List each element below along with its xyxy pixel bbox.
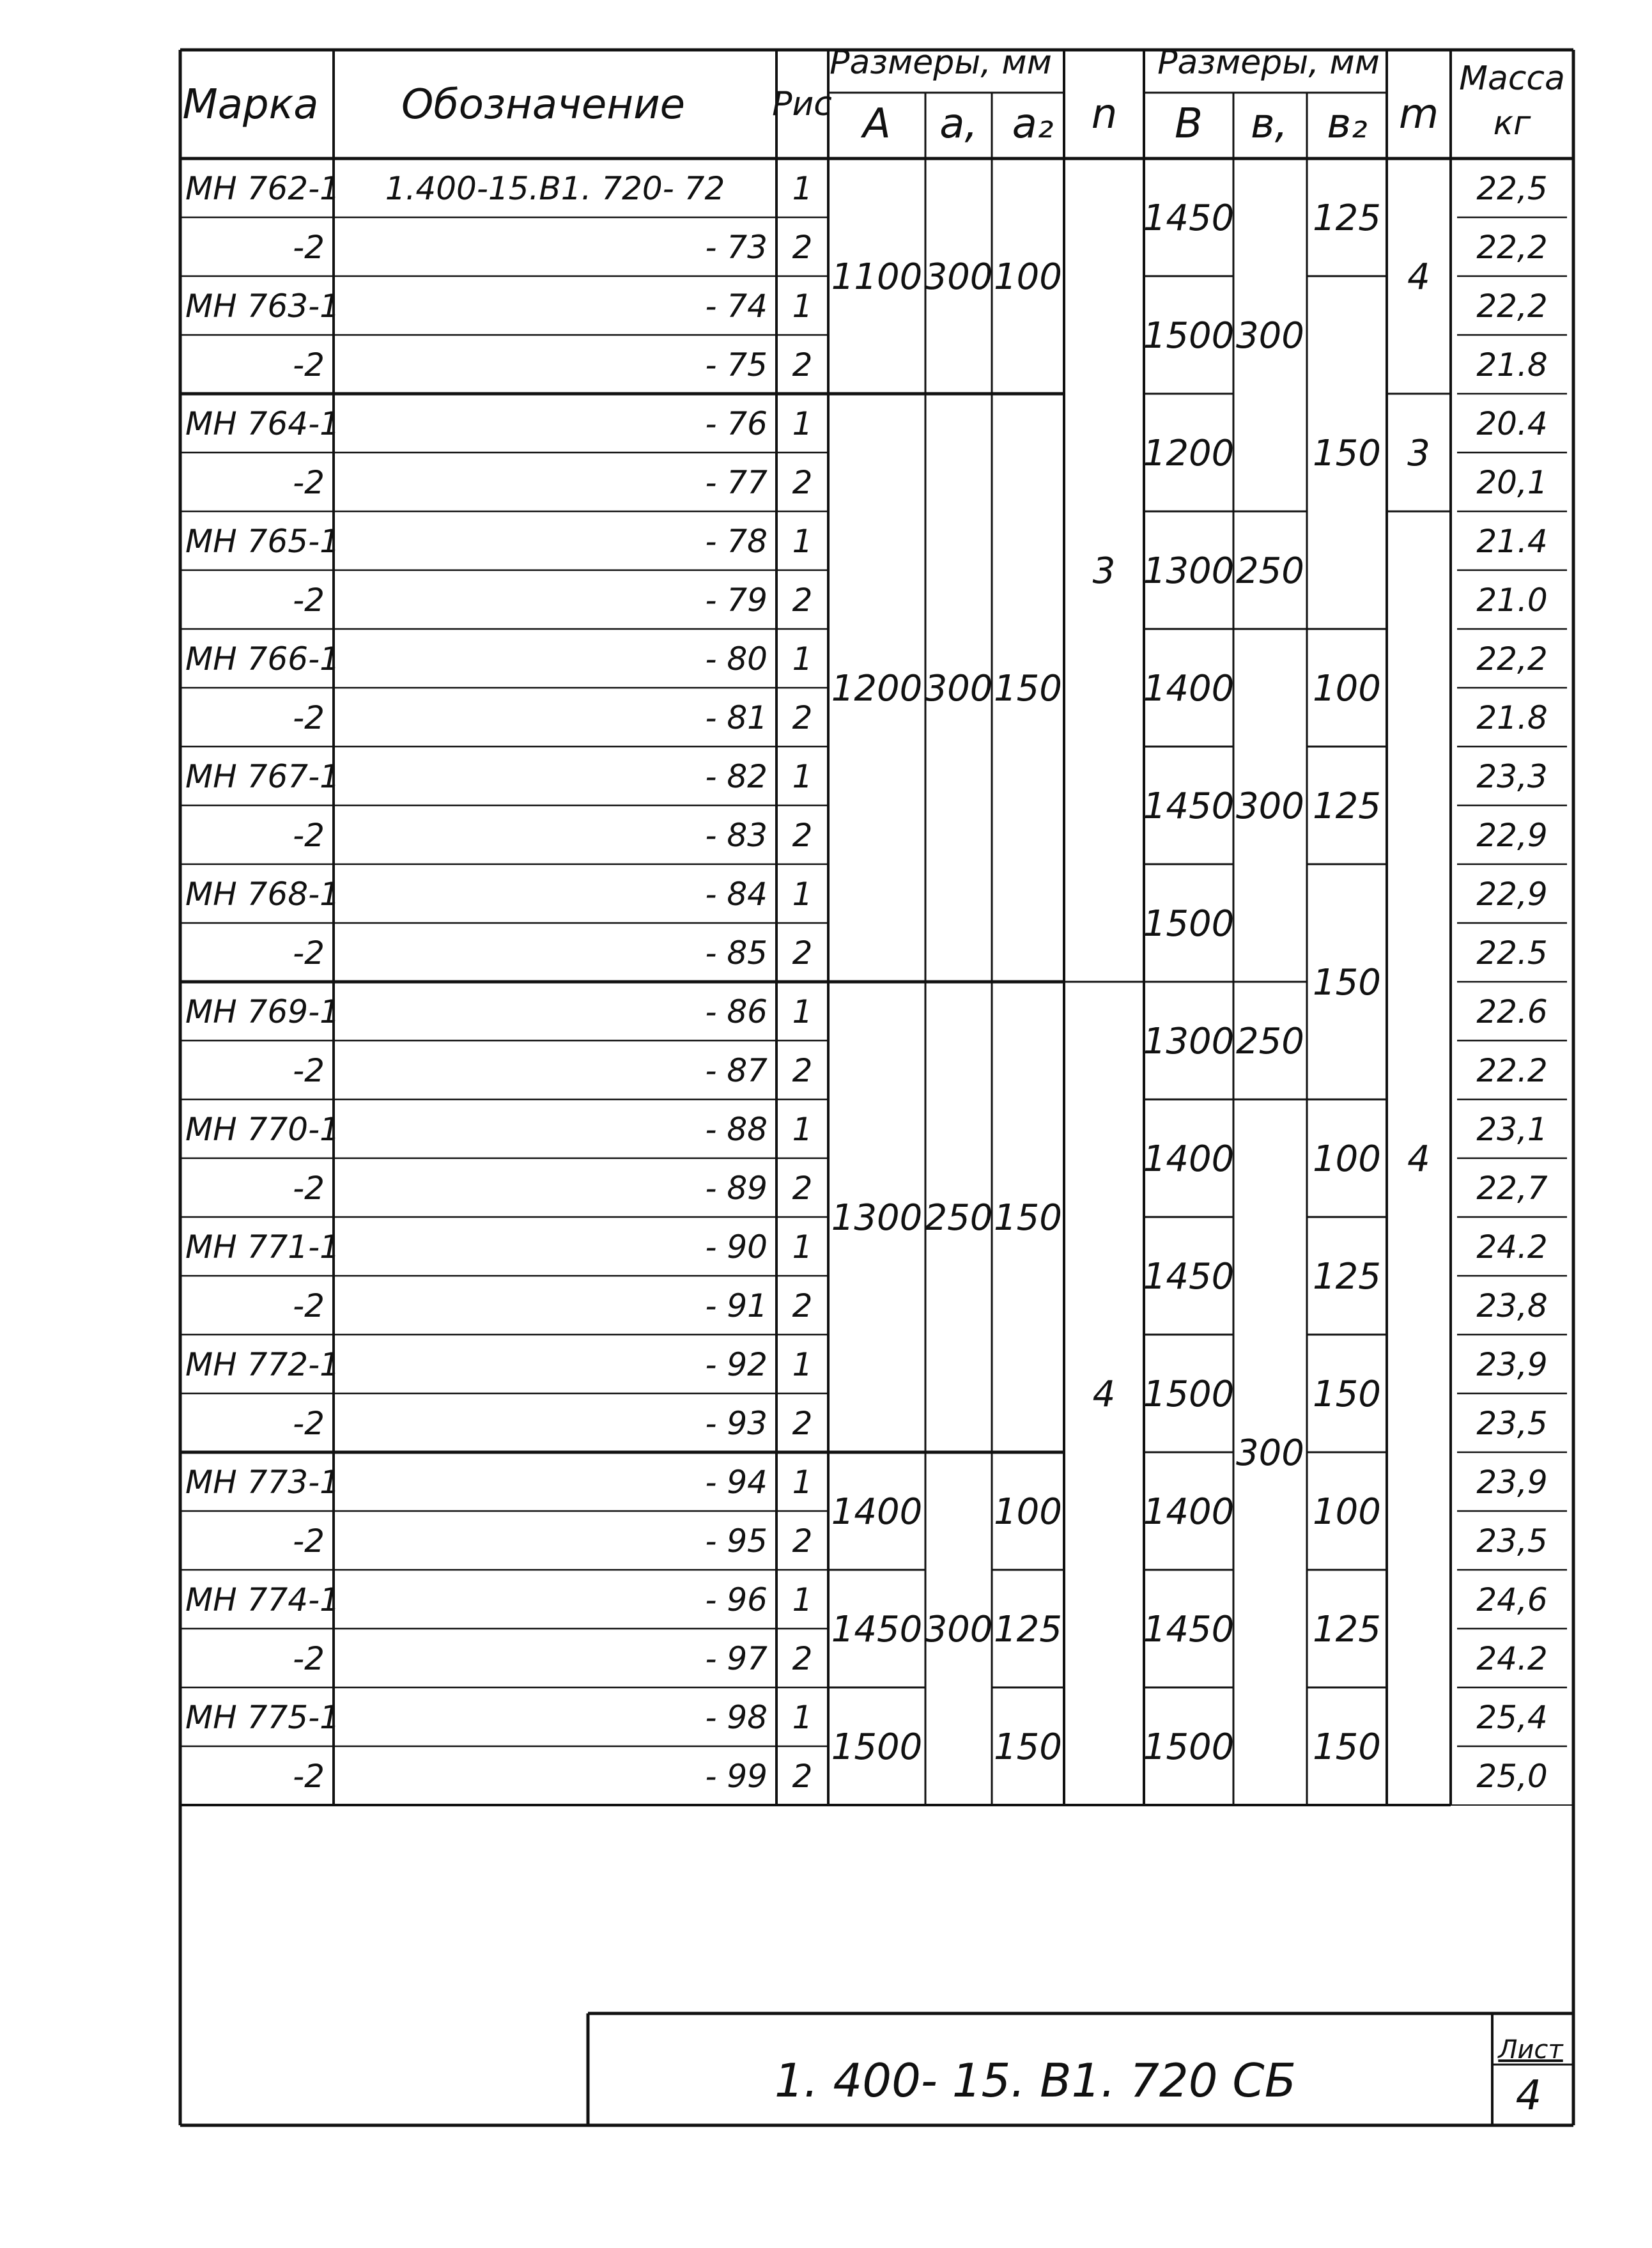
ris-cell: 2 — [792, 229, 813, 266]
table-row — [185, 876, 1548, 913]
marka-cell: -2 — [293, 346, 325, 384]
header-a1: а, — [939, 100, 978, 148]
oboznachenie-cell: - 96 — [705, 1581, 768, 1618]
oboznachenie-cell: - 92 — [705, 1346, 768, 1383]
marka-cell: МН 765-1 — [185, 523, 340, 560]
marka-cell: МН 769-1 — [185, 993, 340, 1030]
merged-m-cell: 3 — [1407, 433, 1430, 474]
merged-b1-cell: 250 — [1236, 1021, 1304, 1062]
merged-a1-cell: 300 — [924, 668, 993, 709]
oboznachenie-cell: - 80 — [705, 640, 768, 678]
massa-cell: 21.8 — [1476, 346, 1548, 384]
massa-cell: 24,6 — [1476, 1581, 1548, 1618]
oboznachenie-cell: - 74 — [705, 288, 768, 325]
merged-n-cell: 3 — [1092, 550, 1116, 592]
table-row — [293, 1052, 1548, 1089]
oboznachenie-cell: - 97 — [705, 1640, 768, 1677]
ris-cell: 2 — [792, 699, 813, 736]
marka-cell: -2 — [293, 1523, 325, 1560]
ris-cell: 1 — [792, 640, 813, 678]
merged-b2-cell: 125 — [1313, 786, 1381, 827]
sheet-number: 4 — [1515, 2072, 1542, 2120]
ris-cell: 1 — [792, 523, 813, 560]
oboznachenie-cell: - 98 — [705, 1699, 768, 1736]
merged-B-cell: 1450 — [1143, 198, 1235, 239]
marka-cell: -2 — [293, 1758, 325, 1795]
merged-B-cell: 1450 — [1143, 1609, 1235, 1650]
oboznachenie-cell: - 75 — [705, 346, 768, 384]
merged-B-cell: 1400 — [1143, 668, 1235, 709]
massa-cell: 23,9 — [1476, 1464, 1548, 1501]
merged-A-cell: 1100 — [831, 256, 923, 298]
ris-cell: 1 — [792, 1699, 813, 1736]
massa-cell: 23,5 — [1476, 1405, 1548, 1442]
merged-A-cell: 1200 — [831, 668, 923, 709]
oboznachenie-cell: - 84 — [705, 876, 768, 913]
ris-cell: 2 — [792, 1170, 813, 1207]
merged-b2-cell: 150 — [1313, 433, 1381, 474]
merged-B-cell: 1500 — [1143, 1374, 1235, 1415]
oboznachenie-cell: - 90 — [705, 1229, 768, 1266]
header-sizes-1: Размеры, мм — [830, 43, 1052, 82]
merged-a1-cell: 300 — [924, 256, 993, 298]
merged-B-cell: 1200 — [1143, 433, 1235, 474]
massa-cell: 22,2 — [1476, 229, 1548, 266]
massa-cell: 23,1 — [1476, 1111, 1548, 1148]
sheet-label: Лист — [1498, 2035, 1563, 2065]
ris-cell: 2 — [792, 1758, 813, 1795]
header-massa-unit: кг — [1493, 104, 1531, 143]
header-oboznachenie: Обозначение — [401, 81, 686, 128]
massa-cell: 22,7 — [1476, 1170, 1548, 1207]
marka-cell: МН 763-1 — [185, 288, 340, 325]
massa-cell: 20,1 — [1476, 464, 1548, 501]
oboznachenie-cell: - 93 — [705, 1405, 768, 1442]
massa-cell: 23,5 — [1476, 1523, 1548, 1560]
ris-cell: 2 — [792, 1640, 813, 1677]
header-sizes-2: Размеры, мм — [1157, 43, 1380, 82]
massa-cell: 22,2 — [1476, 640, 1548, 678]
massa-cell: 21.8 — [1476, 699, 1548, 736]
ris-cell: 1 — [792, 1111, 813, 1148]
marka-cell: -2 — [293, 817, 325, 854]
massa-cell: 24.2 — [1476, 1640, 1548, 1677]
table-row — [185, 523, 1548, 560]
merged-b1-cell: 250 — [1236, 550, 1304, 592]
oboznachenie-cell: - 83 — [705, 817, 768, 854]
ris-cell: 2 — [792, 346, 813, 384]
header-B: В — [1175, 100, 1203, 148]
header-b2: в₂ — [1327, 100, 1368, 148]
merged-a1-cell: 250 — [924, 1197, 993, 1239]
merged-n-cell: 4 — [1092, 1374, 1116, 1415]
oboznachenie-cell: - 87 — [705, 1052, 768, 1089]
header-marka: Марка — [182, 81, 319, 128]
massa-cell: 22,9 — [1476, 817, 1548, 854]
merged-B-cell: 1300 — [1143, 550, 1235, 592]
table-header — [183, 43, 1565, 148]
massa-cell: 22.2 — [1476, 1052, 1548, 1089]
marka-cell: МН 764-1 — [185, 405, 340, 442]
header-m: m — [1398, 91, 1439, 138]
oboznachenie-cell: - 79 — [705, 582, 768, 619]
ris-cell: 2 — [792, 1287, 813, 1324]
marka-cell: МН 766-1 — [185, 640, 340, 678]
oboznachenie-cell: - 77 — [705, 464, 768, 501]
marka-cell: МН 772-1 — [185, 1346, 340, 1383]
merged-b1-cell: 300 — [1236, 315, 1304, 357]
header-massa: Масса — [1459, 59, 1565, 98]
massa-cell: 23,3 — [1476, 758, 1548, 795]
ris-cell: 1 — [792, 758, 813, 795]
oboznachenie-cell: - 91 — [705, 1287, 768, 1324]
drawing-code: 1. 400- 15. В1. 720 СБ — [774, 2054, 1297, 2107]
massa-cell: 22.6 — [1476, 993, 1548, 1030]
header-n: n — [1091, 91, 1118, 138]
massa-cell: 22.5 — [1476, 934, 1548, 972]
title-block — [775, 2035, 1564, 2120]
merged-B-cell: 1450 — [1143, 1256, 1235, 1298]
massa-cell: 23,8 — [1476, 1287, 1548, 1324]
marka-cell: МН 775-1 — [185, 1699, 340, 1736]
massa-cell: 25,0 — [1476, 1758, 1548, 1795]
merged-B-cell: 1500 — [1143, 315, 1235, 357]
marka-cell: -2 — [293, 699, 325, 736]
ris-cell: 2 — [792, 582, 813, 619]
merged-A-cell: 1450 — [831, 1609, 923, 1650]
ris-cell: 1 — [792, 1581, 813, 1618]
massa-cell: 22,9 — [1476, 876, 1548, 913]
merged-b1-cell: 300 — [1236, 786, 1304, 827]
merged-b2-cell: 150 — [1313, 962, 1381, 1004]
merged-A-cell: 1300 — [831, 1197, 923, 1239]
merged-B-cell: 1400 — [1143, 1138, 1235, 1180]
oboznachenie-cell: - 85 — [705, 934, 768, 972]
merged-b2-cell: 150 — [1313, 1374, 1381, 1415]
oboznachenie-cell: - 94 — [705, 1464, 768, 1501]
ris-cell: 2 — [792, 1523, 813, 1560]
header-b1: в, — [1250, 100, 1288, 148]
marka-cell: -2 — [293, 1052, 325, 1089]
merged-b2-cell: 125 — [1313, 198, 1381, 239]
table-grid — [180, 50, 1573, 2125]
ris-cell: 1 — [792, 170, 813, 207]
marka-cell: -2 — [293, 934, 325, 972]
oboznachenie-cell: - 82 — [705, 758, 768, 795]
merged-a2-cell: 150 — [994, 1197, 1062, 1239]
ris-cell: 2 — [792, 817, 813, 854]
ris-cell: 1 — [792, 993, 813, 1030]
merged-m-cell: 4 — [1407, 1138, 1430, 1180]
marka-cell: -2 — [293, 229, 325, 266]
merged-m-cell: 4 — [1407, 256, 1430, 298]
marka-cell: МН 762-1 — [185, 170, 340, 207]
massa-cell: 24.2 — [1476, 1229, 1548, 1266]
header-A: А — [863, 100, 891, 148]
merged-b2-cell: 100 — [1313, 1138, 1381, 1180]
merged-b2-cell: 100 — [1313, 1491, 1381, 1533]
ris-cell: 1 — [792, 876, 813, 913]
marka-cell: -2 — [293, 1405, 325, 1442]
table-row — [293, 346, 1548, 384]
massa-cell: 22,5 — [1476, 170, 1548, 207]
merged-b2-cell: 150 — [1313, 1726, 1381, 1768]
marka-cell: -2 — [293, 1170, 325, 1207]
massa-cell: 23,9 — [1476, 1346, 1548, 1383]
marka-cell: МН 770-1 — [185, 1111, 340, 1148]
merged-b2-cell: 125 — [1313, 1256, 1381, 1298]
ris-cell: 1 — [792, 1464, 813, 1501]
merged-A-cell: 1400 — [831, 1491, 923, 1533]
ris-cell: 1 — [792, 1229, 813, 1266]
merged-B-cell: 1300 — [1143, 1021, 1235, 1062]
oboznachenie-cell: - 89 — [705, 1170, 768, 1207]
massa-cell: 21.0 — [1476, 582, 1548, 619]
merged-A-cell: 1500 — [831, 1726, 923, 1768]
merged-a2-cell: 100 — [994, 256, 1062, 298]
header-ris: Рис — [772, 85, 832, 123]
merged-a1-cell: 300 — [924, 1609, 993, 1650]
merged-b2-cell: 100 — [1313, 668, 1381, 709]
merged-b1-cell: 300 — [1236, 1432, 1304, 1474]
marka-cell: -2 — [293, 464, 325, 501]
ris-cell: 2 — [792, 934, 813, 972]
header-a2: а₂ — [1012, 100, 1054, 148]
marka-cell: МН 771-1 — [185, 1229, 340, 1266]
massa-cell: 22,2 — [1476, 288, 1548, 325]
ris-cell: 2 — [792, 1405, 813, 1442]
merged-a2-cell: 150 — [994, 668, 1062, 709]
merged-B-cell: 1500 — [1143, 903, 1235, 945]
merged-a2-cell: 100 — [994, 1491, 1062, 1533]
massa-cell: 20.4 — [1476, 405, 1548, 442]
marka-cell: -2 — [293, 1640, 325, 1677]
ris-cell: 1 — [792, 405, 813, 442]
merged-b2-cell: 125 — [1313, 1609, 1381, 1650]
oboznachenie-cell: - 88 — [705, 1111, 768, 1148]
oboznachenie-cell: - 76 — [705, 405, 768, 442]
marka-cell: МН 773-1 — [185, 1464, 340, 1501]
oboznachenie-cell: - 99 — [705, 1758, 768, 1795]
ris-cell: 2 — [792, 1052, 813, 1089]
marka-cell: МН 767-1 — [185, 758, 340, 795]
marka-cell: -2 — [293, 582, 325, 619]
oboznachenie-cell: - 86 — [705, 993, 768, 1030]
ris-cell: 1 — [792, 288, 813, 325]
oboznachenie-cell: - 73 — [705, 229, 768, 266]
oboznachenie-cell: - 78 — [705, 523, 768, 560]
marka-cell: -2 — [293, 1287, 325, 1324]
massa-cell: 21.4 — [1476, 523, 1548, 560]
oboznachenie-cell: - 81 — [705, 699, 768, 736]
merged-B-cell: 1500 — [1143, 1726, 1235, 1768]
oboznachenie-cell: 1.400-15.В1. 720- 72 — [385, 170, 725, 207]
marka-cell: МН 774-1 — [185, 1581, 340, 1618]
merged-B-cell: 1450 — [1143, 786, 1235, 827]
merged-a2-cell: 150 — [994, 1726, 1062, 1768]
ris-cell: 2 — [792, 464, 813, 501]
merged-B-cell: 1400 — [1143, 1491, 1235, 1533]
oboznachenie-cell: - 95 — [705, 1523, 768, 1560]
ris-cell: 1 — [792, 1346, 813, 1383]
table-row — [293, 582, 1548, 619]
merged-a2-cell: 125 — [994, 1609, 1062, 1650]
marka-cell: МН 768-1 — [185, 876, 340, 913]
massa-cell: 25,4 — [1476, 1699, 1548, 1736]
